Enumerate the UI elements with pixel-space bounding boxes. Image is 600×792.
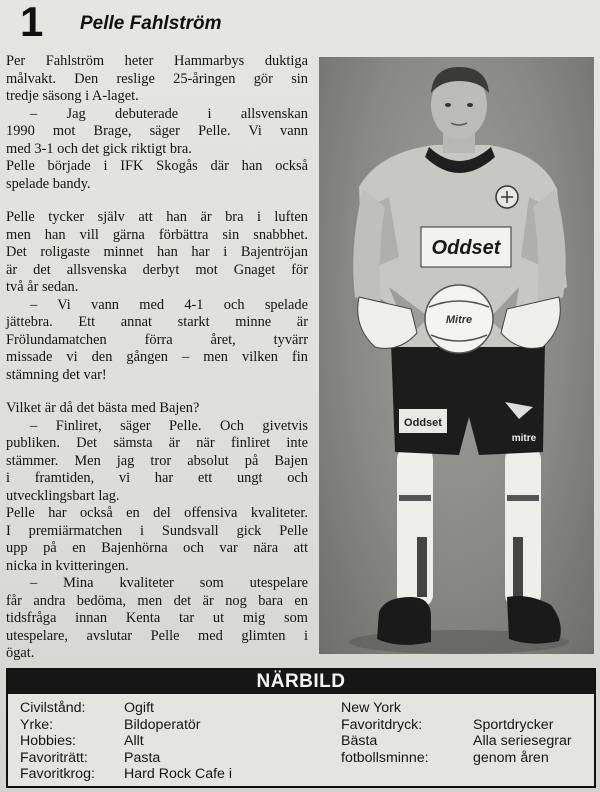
article-line: Det roligaste minnet han har i Bajentröjan	[6, 244, 308, 260]
player-name: Pelle Fahlström	[80, 13, 222, 34]
fact-label: Favoritkrog:	[20, 766, 95, 782]
ball-brand: Mitre	[445, 314, 473, 326]
article-line: men han vill gärna förbättra sin snabbhet.	[6, 226, 308, 243]
article-line: publiken. Det sämsta är när finliret inte	[6, 435, 308, 451]
left-boot	[377, 597, 431, 645]
jersey-sponsor: Oddset	[431, 237, 501, 259]
facts-left-column	[20, 700, 320, 783]
article-line: ögat.	[6, 645, 35, 661]
article-line: 1990 mot Brage, säger Pelle. Vi vann	[6, 123, 308, 139]
article-paragraph-2	[6, 209, 308, 384]
shorts-sponsor: Oddset	[404, 417, 442, 429]
article-line: – Mina kvaliteter som utespelare	[30, 575, 308, 591]
shorts-brand: mitre	[511, 433, 537, 444]
article-line: Frölundamatchen förra året, tyvärr	[6, 331, 308, 348]
article-line: Pelle tycker själv att han är bra i luften	[6, 209, 308, 225]
goalkeeper-photo	[319, 57, 594, 654]
article-line: Vilket är då det bästa med Bajen?	[6, 400, 200, 416]
article-line: utvecklingsbart lag.	[6, 487, 120, 504]
fact-value: Alla seriesegrar genom åren	[473, 733, 572, 766]
fact-value: Allt	[124, 733, 144, 749]
fact-row	[20, 700, 320, 717]
article-line: missade vi den gången – men vilken fin	[6, 349, 308, 365]
fact-row	[20, 766, 320, 783]
fact-label: Civilstånd:	[20, 700, 86, 716]
fact-value-continuation: New York	[341, 700, 401, 716]
fact-value: Bildoperatör	[124, 716, 201, 733]
fact-row	[341, 700, 595, 717]
article-paragraph-1	[6, 53, 308, 193]
article-line: tredje säsong i A-laget.	[6, 88, 139, 104]
fact-row	[341, 733, 595, 766]
fact-label: Hobbies:	[20, 733, 76, 749]
article-line: i framtiden, vi har ett ungt och	[6, 470, 308, 486]
article-body	[6, 53, 308, 679]
facts-right-column	[341, 700, 595, 766]
article-line: utespelare, avslutar Pelle med glimten i	[6, 627, 308, 644]
left-sock	[397, 447, 433, 607]
article-line: – Vi vann med 4-1 och spelade	[30, 296, 308, 313]
fact-label: Favoritdryck:	[341, 716, 423, 733]
article-paragraph-3	[6, 400, 308, 663]
fact-value: Hard Rock Cafe i	[124, 766, 233, 782]
article-line: – Jag debuterade i allsvenskan	[30, 105, 308, 122]
article-line: två år sedan.	[6, 279, 79, 295]
fact-value: Sportdrycker	[473, 716, 554, 733]
player-number: 1	[20, 0, 44, 45]
fact-row	[20, 733, 320, 750]
article-line: spelade bandy.	[6, 175, 91, 192]
fact-row	[20, 750, 320, 767]
article-line: I premiärmatchen i Sundsvall gick Pelle	[6, 522, 308, 539]
article-line: stämning det var!	[6, 366, 107, 383]
fact-row	[341, 717, 595, 734]
fact-label: Bästa fotbollsminne:	[341, 733, 429, 766]
narbild-title: NÄRBILD	[8, 670, 594, 694]
right-boot	[507, 596, 561, 644]
fact-label: Favoriträtt:	[20, 749, 88, 766]
article-line: – Finliret, säger Pelle. Och givetvis	[30, 417, 308, 434]
fact-value: Ogift	[124, 700, 154, 716]
article-line: får andra bedöma, men det är nog bara en	[6, 592, 308, 609]
article-line: Per Fahlström heter Hammarbys duktiga	[6, 53, 308, 69]
fact-label: Yrke:	[20, 716, 54, 733]
article-line: målvakt. Den reslige 25-åringen gör sin	[6, 70, 308, 87]
narbild-factbox	[6, 668, 596, 788]
article-line: med 3-1 och det gick riktigt bra.	[6, 140, 192, 157]
article-line: stämmer. Men jag tror absolut på Bajen	[6, 452, 308, 469]
fact-value: Pasta	[124, 749, 161, 766]
article-line: Pelle började i IFK Skogås där han också	[6, 158, 308, 174]
goalkeeper-illustration	[319, 57, 594, 654]
fact-row	[20, 717, 320, 734]
article-line: tidsfråga innan Kenta tar ut mig som	[6, 610, 308, 626]
article-line: Pelle har också en del offensiva kvaliteter.	[6, 505, 308, 521]
article-line: nicka in kvitteringen.	[6, 557, 129, 574]
article-line: jättebra. Ett annat starkt minne är	[6, 314, 308, 330]
article-line: är det allsvenska derbyt mot Gnaget för	[6, 261, 308, 278]
article-line: upp på en Bajenhörna och var nära att	[6, 540, 308, 556]
